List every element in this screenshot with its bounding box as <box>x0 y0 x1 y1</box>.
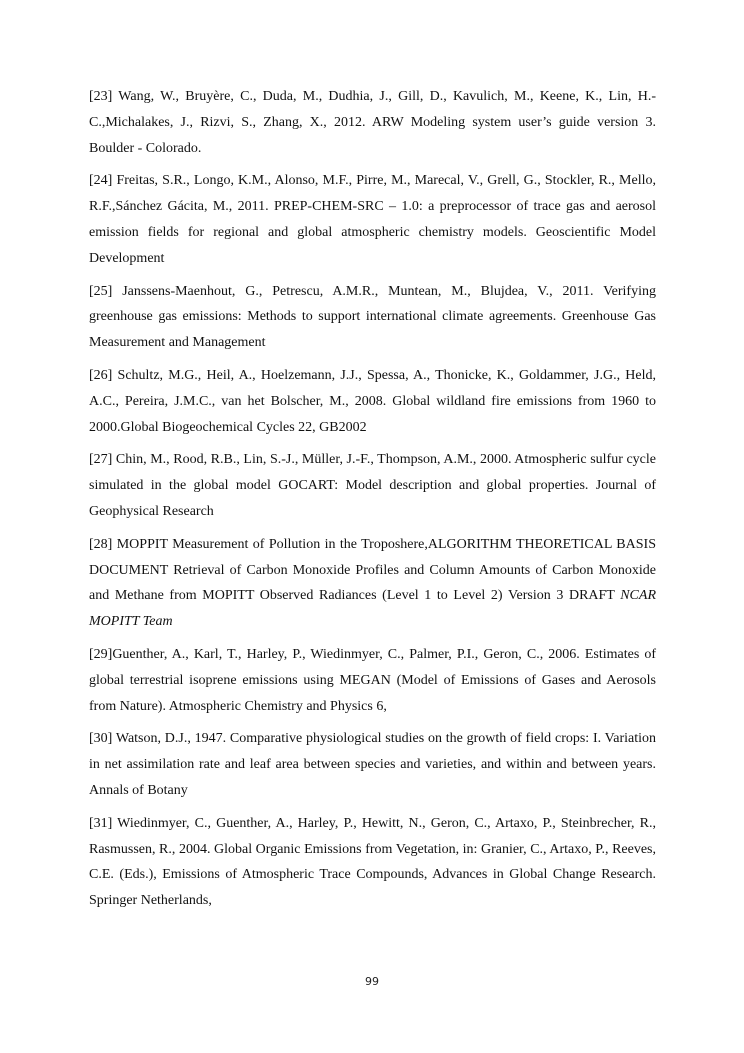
reference-text: [27] Chin, M., Rood, R.B., Lin, S.-J., Müller, J.-F., Thompson, A.M., 2000. Atmospheric sulfur cycle simulated in the global model GOCART: Model description and global properties. Journal of Geophysical Research <box>89 452 656 519</box>
reference-text: [26] Schultz, M.G., Heil, A., Hoelzemann, J.J., Spessa, A., Thonicke, K., Goldammer, J.G., Held, A.C., Pereira, J.M.C., van het Bolscher, M., 2008. Global wildland fire emissions from 1960 to 2000.Global Biogeochemical Cycles 22, GB2002 <box>89 367 656 435</box>
page-number: 99 <box>365 975 379 988</box>
reference-text: [31] Wiedinmyer, C., Guenther, A., Harley, P., Hewitt, N., Geron, C., Artaxo, P., Steinbrecher, R., Rasmussen, R., 2004. Global Organic Emissions from Vegetation, in: Granier, C., Artaxo, P., Reeves, C.E. (Eds.), Emissions of Atmospheric Trace Compounds, Advances in Global Change Research. Springer Netherlands, <box>89 815 656 909</box>
reference-text: [28] MOPPIT Measurement of Pollution in the Troposhere,ALGORITHM THEORETICAL BASIS DOCUMENT Retrieval of Carbon Monoxide Profiles and Column Amounts of Carbon Monoxide and Methane from MOPITT Observed Radiances (Level 1 to Level 2) Version 3 DRAFT <box>89 536 656 604</box>
reference-26 <box>89 363 656 440</box>
reference-31 <box>89 811 656 914</box>
reference-25 <box>89 279 656 356</box>
reference-29 <box>89 642 656 719</box>
reference-text: [29]Guenther, A., Karl, T., Harley, P., Wiedinmyer, C., Palmer, P.I., Geron, C., 2006. Estimates of global terrestrial isoprene emissions using MEGAN (Model of Emissions of Gases and Aerosols from Nature). Atmospheric Chemistry and Physics 6, <box>89 646 656 714</box>
reference-24 <box>89 168 656 271</box>
reference-text: [30] Watson, D.J., 1947. Comparative physiological studies on the growth of field crops: I. Variation in net assimilation rate and leaf area between species and varieties, and within and between years. Annals of Botany <box>89 731 656 798</box>
reference-27 <box>89 447 656 524</box>
reference-list <box>89 84 656 921</box>
reference-italic-source: NCAR MOPITT Team <box>89 588 656 630</box>
reference-text: [25] Janssens-Maenhout, G., Petrescu, A.M.R., Muntean, M., Blujdea, V., 2011. Verifying greenhouse gas emissions: Methods to support international climate agreements. Greenhouse Gas Measurement and Management <box>89 283 656 351</box>
reference-23 <box>89 84 656 161</box>
reference-text: [23] Wang, W., Bruyère, C., Duda, M., Dudhia, J., Gill, D., Kavulich, M., Keene, K., Lin, H.-C.,Michalakes, J., Rizvi, S., Zhang, X., 2012. ARW Modeling system user’s guide version 3. Boulder - Colorado. <box>89 89 656 156</box>
reference-28 <box>89 532 656 635</box>
reference-text: [24] Freitas, S.R., Longo, K.M., Alonso, M.F., Pirre, M., Marecal, V., Grell, G., Stockler, R., Mello, R.F.,Sánchez Gácita, M., 2011. PREP-CHEM-SRC – 1.0: a preprocessor of trace gas and aerosol emission fields for regional and global atmospheric chemistry models. Geoscientific Model Development <box>89 173 656 266</box>
reference-30 <box>89 726 656 803</box>
